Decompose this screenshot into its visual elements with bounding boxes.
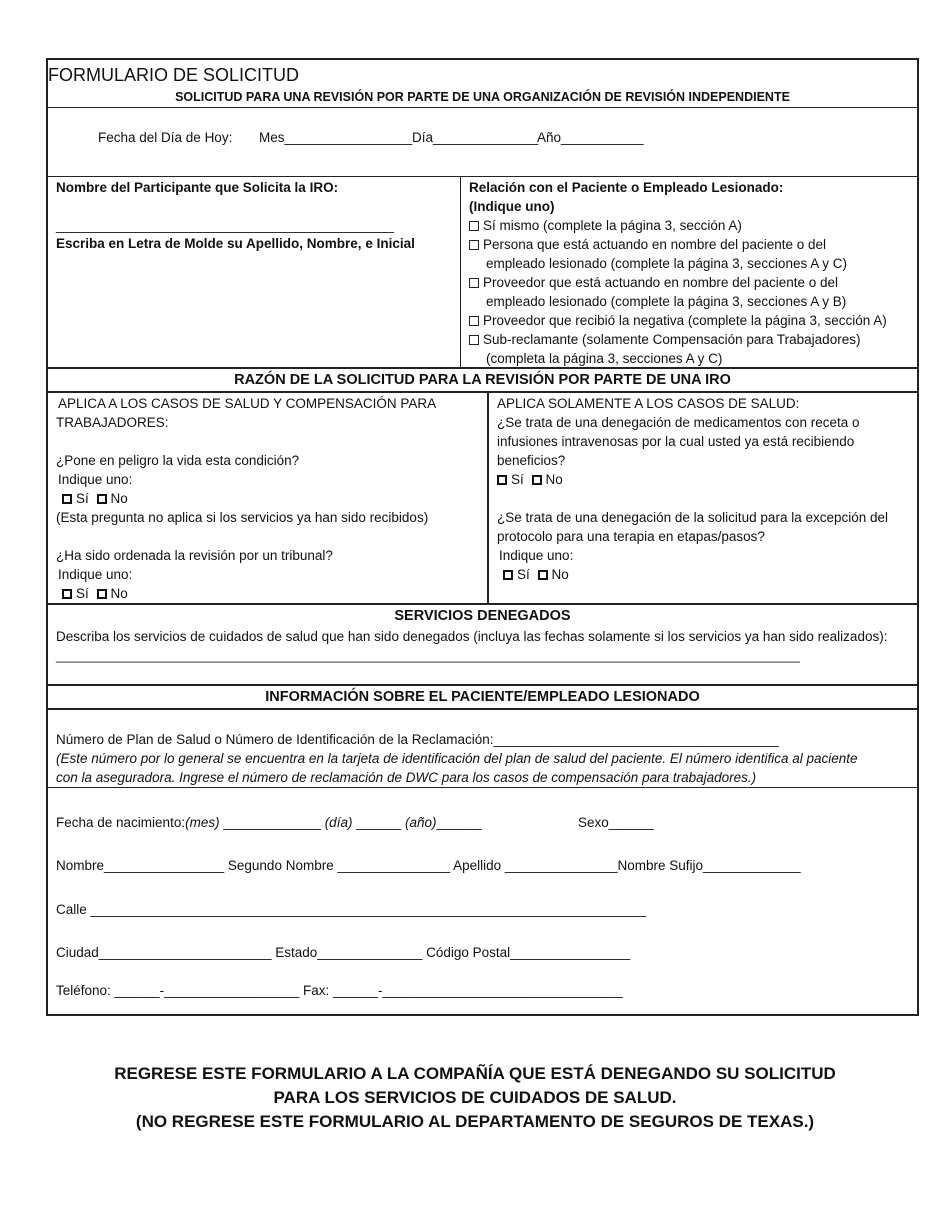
medication-question-cont: infusiones intravenosas por la cual usted ya está recibiendo xyxy=(497,434,855,449)
indicate-one-label: Indique uno: xyxy=(58,567,133,582)
plan-note: (Este número por lo general se encuentra en la tarjeta de identificación del plan de salud del paciente. El número identifica al paciente xyxy=(56,751,858,766)
relationship-option-provider[interactable]: Proveedor que está actuando en nombre del paciente o del xyxy=(469,273,838,292)
medication-options: Sí No xyxy=(497,470,563,489)
participant-print-label: Escriba en Letra de Molde su Apellido, Nombre, e Inicial xyxy=(56,236,415,251)
dob-row: Fecha de nacimiento:(mes) _____________ (día) ______ (año)______ xyxy=(56,815,482,830)
relationship-option-person[interactable]: Persona que está actuando en nombre del paciente o del xyxy=(469,235,826,254)
return-warning: (NO REGRESE ESTE FORMULARIO AL DEPARTAMENTO DE SEGUROS DE TEXAS.) xyxy=(135,1112,815,1131)
city-state-zip-row[interactable]: Ciudad_______________________ Estado______________ Código Postal________________ xyxy=(56,945,631,960)
services-field[interactable]: ___________________________________________________________________________________________________________ xyxy=(56,649,800,663)
no-checkbox[interactable] xyxy=(97,589,107,599)
indicate-one-label: Indique uno: xyxy=(499,548,574,563)
patient-heading: INFORMACIÓN SOBRE EL PACIENTE/EMPLEADO LESIONADO xyxy=(265,689,700,705)
no-checkbox[interactable] xyxy=(97,494,107,504)
step-therapy-options: Sí No xyxy=(503,565,569,584)
yes-checkbox[interactable] xyxy=(497,475,507,485)
form-subtitle: SOLICITUD PARA UNA REVISIÓN POR PARTE DE UNA ORGANIZACIÓN DE REVISIÓN INDEPENDIENTE xyxy=(175,90,790,104)
no-checkbox[interactable] xyxy=(538,570,548,580)
form-title: FORMULARIO DE SOLICITUD xyxy=(48,65,300,85)
checkbox[interactable] xyxy=(469,278,479,288)
dob-year-field[interactable]: ______ xyxy=(436,815,482,830)
court-ordered-options: Sí No xyxy=(62,584,128,603)
name-row[interactable]: Nombre________________ Segundo Nombre _______________ Apellido _______________Nombre Sufijo_____________ xyxy=(56,858,801,873)
relationship-option-self[interactable]: Sí mismo (complete la página 3, sección A) xyxy=(469,216,742,235)
column-divider xyxy=(460,176,461,367)
sex-field[interactable]: Sexo______ xyxy=(578,815,654,830)
checkbox[interactable] xyxy=(469,335,479,345)
dob-month-field[interactable]: _____________ xyxy=(219,815,325,830)
date-label: Fecha del Día de Hoy: xyxy=(98,130,233,145)
reason-left-title: APLICA A LOS CASOS DE SALUD Y COMPENSACIÓN PARA xyxy=(58,396,437,411)
reason-left-title-cont: TRABAJADORES: xyxy=(56,415,169,430)
medication-question-cont: beneficios? xyxy=(497,453,566,468)
dob-day-field[interactable]: ______ xyxy=(352,815,406,830)
plan-number-field[interactable]: ______________________________________ xyxy=(493,732,779,747)
divider xyxy=(48,603,917,605)
relationship-indicate: (Indique uno) xyxy=(469,199,555,214)
yes-checkbox[interactable] xyxy=(62,494,72,504)
checkbox[interactable] xyxy=(469,240,479,250)
services-heading: SERVICIOS DENEGADOS xyxy=(394,608,571,624)
plan-note-cont: con la aseguradora. Ingrese el número de reclamación de DWC para los casos de compensación para trabajadores.) xyxy=(56,770,757,785)
divider xyxy=(48,391,917,393)
checkbox[interactable] xyxy=(469,221,479,231)
divider xyxy=(48,787,917,788)
return-instructions-cont: PARA LOS SERVICIOS DE CUIDADOS DE SALUD. xyxy=(273,1088,677,1107)
life-threatening-options: Sí No xyxy=(62,489,128,508)
services-description: Describa los servicios de cuidados de salud que han sido denegados (incluya las fechas solamente si los servicios ya han sido realizados): xyxy=(56,629,888,644)
date-year-field[interactable]: Año___________ xyxy=(537,130,644,145)
relationship-option-person-cont: empleado lesionado (complete la página 3, secciones A y C) xyxy=(486,256,847,271)
checkbox[interactable] xyxy=(469,316,479,326)
participant-label: Nombre del Participante que Solicita la IRO: xyxy=(56,180,339,195)
application-form xyxy=(46,58,919,1016)
reason-heading: RAZÓN DE LA SOLICITUD PARA LA REVISIÓN POR PARTE DE UNA IRO xyxy=(234,372,731,388)
date-day-field[interactable]: Día______________ xyxy=(412,130,539,145)
plan-number-row: Número de Plan de Salud o Número de Identificación de la Reclamación:______________________________________ xyxy=(56,732,779,747)
indicate-one-label: Indique uno: xyxy=(58,472,133,487)
yes-checkbox[interactable] xyxy=(62,589,72,599)
relationship-label: Relación con el Paciente o Empleado Lesionado: xyxy=(469,180,784,195)
divider xyxy=(48,684,917,686)
life-threatening-note: (Esta pregunta no aplica si los servicios ya han sido recibidos) xyxy=(56,510,429,525)
relationship-option-subclaimant-cont: (completa la página 3, secciones A y C) xyxy=(486,351,723,366)
participant-name-field[interactable]: _____________________________________________ xyxy=(56,218,394,233)
divider xyxy=(48,367,917,369)
divider xyxy=(48,107,917,108)
street-field[interactable]: Calle __________________________________________________________________________ xyxy=(56,902,647,917)
return-instructions: REGRESE ESTE FORMULARIO A LA COMPAÑÍA QUE ESTÁ DENEGANDO SU SOLICITUD xyxy=(114,1064,836,1083)
life-threatening-question: ¿Pone en peligro la vida esta condición? xyxy=(56,453,300,468)
phone-fax-row[interactable]: Teléfono: ______-__________________ Fax: ______-________________________________ xyxy=(56,983,623,998)
relationship-option-provider-cont: empleado lesionado (complete la página 3, secciones A y B) xyxy=(486,294,847,309)
step-therapy-question: ¿Se trata de una denegación de la solicitud para la excepción del xyxy=(497,510,889,525)
yes-checkbox[interactable] xyxy=(503,570,513,580)
divider xyxy=(48,176,917,177)
date-month-field[interactable]: Mes_________________ xyxy=(259,130,413,145)
divider xyxy=(48,708,917,710)
step-therapy-question-cont: protocolo para una terapia en etapas/pasos? xyxy=(497,529,765,544)
no-checkbox[interactable] xyxy=(532,475,542,485)
reason-right-title: APLICA SOLAMENTE A LOS CASOS DE SALUD: xyxy=(497,396,800,411)
column-divider xyxy=(487,391,489,603)
court-ordered-question: ¿Ha sido ordenada la revisión por un tribunal? xyxy=(56,548,333,563)
relationship-option-denied-provider[interactable]: Proveedor que recibió la negativa (complete la página 3, sección A) xyxy=(469,311,887,330)
relationship-option-subclaimant[interactable]: Sub-reclamante (solamente Compensación para Trabajadores) xyxy=(469,330,860,349)
medication-question: ¿Se trata de una denegación de medicamentos con receta o xyxy=(497,415,860,430)
